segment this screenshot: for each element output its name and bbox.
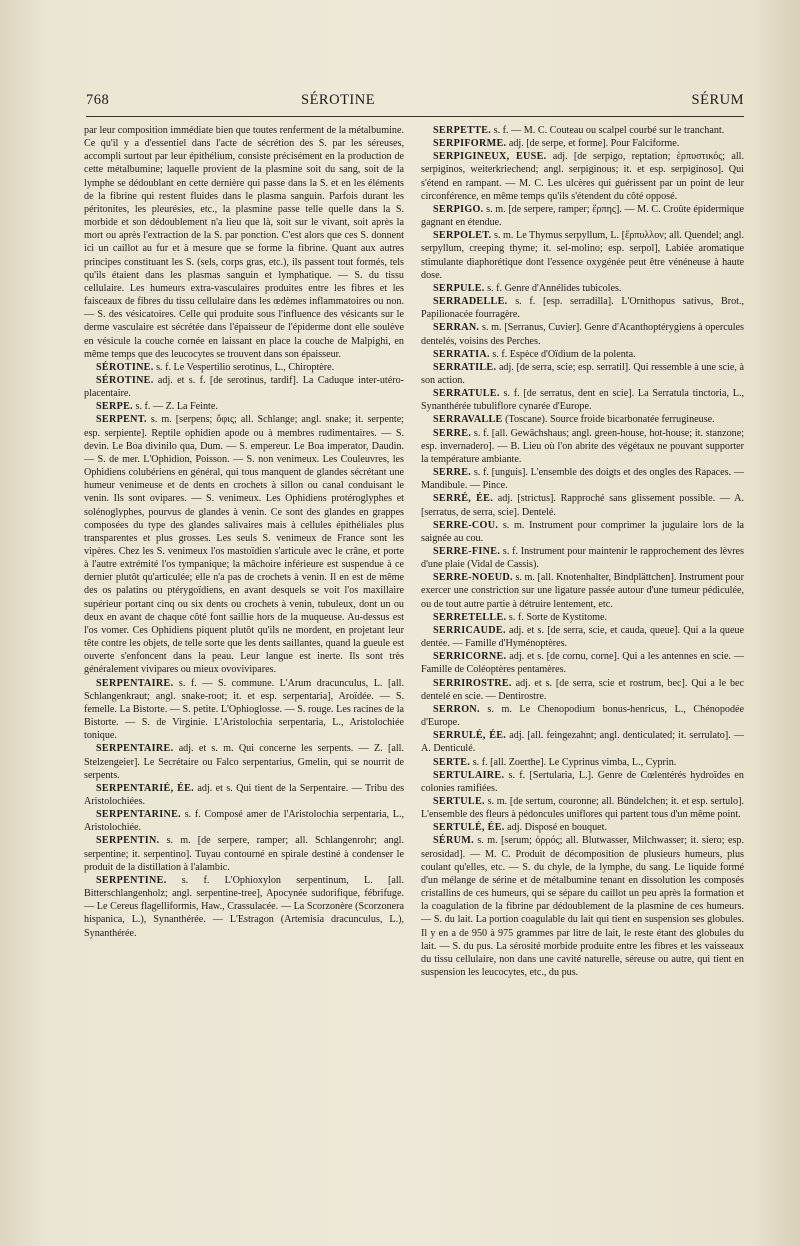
entry-text: s. f. Sorte de Kystitome.	[508, 611, 608, 623]
entry-headword: SERPENTAIRE.	[96, 743, 174, 755]
header-right-title: SÉRUM	[691, 92, 744, 108]
dictionary-entry	[84, 874, 404, 940]
entry-headword: SERPIGO.	[433, 203, 484, 215]
entry-headword: SERPOLET.	[433, 230, 492, 242]
entry-text: s. f. [esp. serradilla]. L'Ornithopus sativus, Brot., Papilionacée fourragère.	[421, 296, 745, 321]
entry-headword: SERRICORNE.	[433, 651, 507, 663]
entry-text: par leur composition immédiate bien que toutes renferment de la métalbumine. Ce qu'il y a d'essentiel dans l'acte de sécrétion des S. par les séreuses, accompli surtout par leur épithélium, consiste précisément en la production de cette métalbumine; laquelle provient de la plasmine soit du sang, soit de la lymphe se dédoublant en cette dernière qui passe dans la S. et en les éléments de la fibrine qui restent fluides dans le plasma sanguin. Parfois durant les péritonites, les pleurésies, etc., la plasmine passe telle quelle dans la S. morbide et son dédoublement n'a lieu que là, soit sur le vivant, soit après la mort ou après l'extraction de la S. par ponction. C'est alors que ces S. donnent ici un caillot au fur et à mesure que se forme la fibrine. Quant aux autres principes constituant les S. (sels, corps gras, etc.), ils passent tout formés, tels qu'ils étaient dans les plasmas sanguin et lymphatique. — S. du tissu cellulaire. Les humeurs extra-vasculaires produites entre les fibres et les faisceaux de fibres du tissu cellulaire dans les œdèmes inflammatoires ou non. — S. des vésicatoires. Celle qui produite sous l'influence des vésicants sur le derme vasculaire est sécrétée dans l'épaisseur de l'épiderme dont elle soulève en vésicule la couche cornée en laissant en place la couche de Malpighi, en même temps que des leucocytes se trouvent dans son épaisseur.	[84, 125, 404, 360]
dictionary-entry	[421, 650, 744, 676]
dictionary-entry	[421, 677, 744, 703]
entry-headword: SERRE-NOEUD.	[433, 572, 513, 584]
entry-headword: SERRÉ, ÉE.	[433, 493, 494, 505]
entry-headword: SERPE.	[96, 401, 133, 413]
entry-text: s. m. Le Chenopodium bonus-henricus, L., Chénopodée d'Europe.	[421, 703, 745, 729]
entry-headword: SERRATILE.	[433, 361, 497, 373]
entry-text: adj. et s. [de serra, scie, et cauda, queue]. Qui a la queue dentée. — Famille d'Hyménoptères.	[421, 624, 744, 650]
entry-text: s. f. [Sertularia, L.]. Genre de Cœlentérés hydroïdes en colonies ramifiées.	[421, 769, 744, 794]
entry-headword: SERRETELLE.	[433, 611, 507, 623]
entry-text: s. m. [de serpere, ramper; ἕρπης]. — M. C. Croûte épidermique gagnant en étendue.	[421, 203, 744, 229]
entry-text: s. m. [de serpere, ramper; all. Schlangenrohr; angl. serpentine; it. serpentino]. Tuyau contourné en spirale destiné à condenser le produit de la distillation à l'alambic.	[84, 835, 404, 873]
entry-text: s. m. [Serranus, Cuvier]. Genre d'Acanthoptérygiens à opercules dentelés, voisins des Perches.	[421, 322, 745, 347]
entry-headword: SERRAVALLE	[433, 414, 503, 426]
dictionary-entry	[84, 413, 404, 676]
dictionary-entry	[421, 137, 744, 150]
entry-headword: SERRULÉ, ÉE.	[433, 730, 507, 742]
dictionary-entry	[421, 729, 744, 755]
entry-headword: SERRE-FINE.	[433, 546, 501, 557]
dictionary-entry	[421, 703, 744, 729]
left-column	[84, 124, 404, 940]
entry-text: adj. [de serpe, et forme]. Pour Falciforme.	[508, 138, 680, 150]
entry-headword: SERRAN.	[433, 322, 480, 334]
entry-headword: SÉROTINE.	[96, 361, 154, 373]
entry-text: s. f. Instrument pour maintenir le rapprochement des lèvres d'une plaie (Vidal de Cassis).	[421, 546, 744, 571]
entry-text: s. f. [unguis]. L'ensemble des doigts et des ongles des Rapaces. — Mandibule. — Pince.	[421, 467, 744, 492]
entry-text: s. f. Espèce d'Oïdium de la polenta.	[492, 348, 636, 360]
entry-text: s. f. — S. commune. L'Arum dracunculus, L. [all. Schlangenkraut; angl. snake-root; it. et esp. serpentaria], Aroïdée. — S. femelle. La Bistorte. — S. petite. L'Ophioglosse. — S. rouge. Les racines de la Bistorte. — S. de Virginie. L'Aristolochia serpentaria, L., Aristolochiée tonique.	[84, 677, 404, 742]
running-header	[86, 92, 744, 114]
entry-headword: SERPIFORME.	[433, 138, 507, 150]
entry-text: s. f. [de serratus, dent en scie]. La Serratula tinctoria, L., Synanthérée tubuliflore cynarée d'Europe.	[421, 388, 745, 413]
entry-headword: SERRICAUDE.	[433, 624, 506, 636]
entry-headword: SERRIROSTRE.	[433, 677, 512, 689]
dictionary-entry	[421, 611, 744, 624]
dictionary-entry	[84, 834, 404, 873]
dictionary-entry	[84, 400, 404, 413]
entry-text: s. f. Le Vespertilio serotinus, L., Chiroptère.	[156, 361, 335, 373]
dictionary-entry	[421, 150, 744, 203]
entry-headword: SERTULE.	[433, 795, 485, 807]
entry-headword: SERPULE.	[433, 282, 485, 294]
entry-text: s. m. [serpens; ὄφις; all. Schlange; angl. snake; it. serpente; esp. serpiente]. Reptile ophidien apode ou à membres rudimentaires. — S. devin. Le Boa divinilo qua, Dum. — S. empereur. Le Boa imperator, Daudin. — S. de mer. L'Ophidion, Poisson. — S. non venimeux. Les Couleuvres, les Ophidiens colubériens en général, qui tous manquent de glandes sécrétant une humeur venimeuse et de dents en crochets à sillon ou canal conduisant le venin. Ils sont ovipares. — S. venimeux. Les Ophidiens protéroglyphes et solénoglyphes, pourvus de glandes à venin. Ce sont des glandes en grappes composées du type des glandes salivaires mais à cellules épithéliales plus transparentes et plus grosses. Les seuls S. venimeux de France sont les vipères. Chez les S. venimeux l'os mastoïdien s'articule avec le crâne, et porte à l'autre extrémité l'os tympanique; la mâchoire inférieure est suspendue à ce dernier plutôt qu'articulée; elle n'a pas de crochets à venin. Il en est de même des os palatins ou ptérygoïdiens, en avant desquels se voit l'os maxillaire supérieur portant cinq ou six dents ou crochets à venin, tubuleux, dont un ou deux en avant de chaque côté font saillie hors de la muqueuse. Au-dessus est l'os vomer. Ces Ophidiens piquent plutôt qu'ils ne mordent, en projetant leur tête contre les objets, de telle sorte que les dents saillantes, quand la gueule est ouverte s'enfoncent dans la peau. Leur langue est inerte. Ils sont très généralement vivipares ou mieux ovovivipares.	[84, 414, 404, 676]
dictionary-entry	[421, 821, 744, 834]
entry-headword: SERPENTARINE.	[96, 809, 182, 821]
entry-text: adj. et s. m. Qui concerne les serpents. — Z. [all. Stelzengeier]. Le Secrétaire ou Falco serpentarius, Gmelin, qui se nourrit de serpents.	[84, 743, 405, 781]
entry-text: s. m. [serum; ὀρρός; all. Blutwasser, Milchwasser; it. siero; esp. serosidad]. — M. C. Produit de décomposition de plusieurs humeurs, plus coulant qu'elles, etc. — S. du chyle, de la lymphe, du sang. Le liquide formé d'un mélange de sérine et de métalbumine tenant en dissolution les composés cristallins de ces humeurs, qui se sépare du caillot un peu après la formation et la coagulation de la fibrine par dédoublement de la plasmine de ces humeurs. — S. du lait. La portion coagulable du lait qui tient en suspension ses globules. Il y en a de 950 à 975 grammes par litre de lait, le reste étant des globules du lait. — S. du pus. La sérosité morbide produite entre les fibres et les vaisseaux du tissu cellulaire, non dans une cavité naturelle, séreuse ou autre, qui tient en suspension les leucocytes, etc., du pus.	[421, 835, 744, 978]
entry-headword: SERPETTE.	[433, 125, 492, 136]
entry-text: (Toscane). Source froide bicarbonatée ferrugineuse.	[505, 414, 715, 426]
entry-text: adj. [de serpigo, reptation; ἑρπυστικός; all. serpiginos, weiterkriechend; angl. serpiginous; it. et esp. serpiginoso]. Qui s'étend en rampant. — M. C. Les ulcères qui guérissent par un point de leur circonférence, en même temps qu'ils s'étendent du côté opposé.	[421, 151, 745, 202]
dictionary-entry	[421, 545, 744, 571]
entry-headword: SÉROTINE.	[96, 374, 154, 386]
entry-text: s. m. Le Thymus serpyllum, L. [ἕρπυλλον; all. Quendel; angl. serpyllum, creeping thyme; it. sel-molino; esp. serpol], Labiée aromatique stimulante diaphorétique dont l'essence oxygénée peut être vénéneuse à haute dose.	[421, 230, 745, 281]
dictionary-entry	[421, 387, 744, 413]
entry-text: s. f. — M. C. Couteau ou scalpel courbé sur le tranchant.	[493, 125, 725, 136]
dictionary-entry	[84, 361, 404, 374]
dictionary-entry	[84, 808, 404, 834]
entry-text: adj. Disposé en bouquet.	[507, 822, 607, 834]
entry-headword: SERRE.	[433, 427, 472, 439]
dictionary-entry	[421, 361, 744, 387]
entry-text: s. f. Composé amer de l'Aristolochia serpentaria, L., Aristolochiée.	[84, 809, 405, 834]
header-left-title: SÉROTINE	[301, 92, 376, 108]
entry-text: s. m. Instrument pour comprimer la jugulaire lors de la saignée au cou.	[421, 519, 745, 544]
dictionary-entry	[421, 519, 744, 545]
entry-text: s. f. [all. Zoerthe]. Le Cyprinus vimba, L., Cyprin.	[472, 756, 677, 768]
entry-headword: SERRON.	[433, 703, 480, 715]
dictionary-entry	[84, 677, 404, 743]
dictionary-entry	[421, 413, 744, 426]
dictionary-entry	[421, 348, 744, 361]
entry-headword: SERRADELLE.	[433, 296, 508, 308]
dictionary-entry	[421, 203, 744, 229]
entry-text: adj. [all. feingezahnt; angl. denticulated; it. serrulato]. — A. Denticulé.	[421, 730, 745, 755]
entry-headword: SERRE.	[433, 467, 472, 479]
dictionary-entry	[84, 742, 404, 781]
dictionary-entry	[421, 427, 744, 466]
entry-text: s. m. [de sertum, couronne; all. Bündelchen; it. et esp. sertulo]. L'ensemble des fleurs à pédoncules uniflores qui partent tous d'un même point.	[421, 795, 744, 821]
dictionary-entry	[421, 124, 744, 137]
entry-text: adj. et s. f. [de serotinus, tardif]. La Caduque inter-utéro-placentaire.	[84, 374, 404, 400]
entry-text: s. m. [all. Knotenhalter, Bindplättchen]. Instrument pour exercer une constriction sur une ligature passée autour d'une tumeur pédiculée, ou de tout autre partie à détruire lentement, etc.	[421, 572, 744, 610]
entry-headword: SERRATULE.	[433, 388, 500, 400]
page-number: 768	[86, 92, 110, 108]
entry-headword: SERPIGINEUX, EUSE.	[433, 151, 547, 163]
entry-headword: SERTULAIRE.	[433, 769, 505, 781]
dictionary-entry	[421, 769, 744, 795]
entry-text: s. f. Genre d'Annélides tubicoles.	[487, 282, 622, 294]
entry-headword: SERPENTAIRE.	[96, 677, 174, 689]
entry-headword: SERPENT.	[96, 414, 147, 426]
dictionary-entry	[421, 624, 744, 650]
entry-text: s. f. L'Ophioxylon serpentinum, L. [all. Bitterschlangenholz; angl. serpentine-tree], Apocynée sudorifique, fébrifuge. — Le Cereus flagelliformis, Haw., Crassulacée. — La Scorzonère (Scorzonera hispanica, L.), Synanthérée. — L'Estragon (Artemisia dracunculus, L.), Synanthérée.	[84, 874, 404, 939]
right-column	[421, 124, 744, 979]
entry-text: adj. et s. [de serra, scie et rostrum, bec]. Qui a le bec dentelé en scie. — Dentirostre.	[421, 677, 745, 702]
dictionary-entry	[421, 295, 744, 321]
entry-headword: SERPENTIN.	[96, 835, 160, 847]
dictionary-entry	[84, 374, 404, 400]
dictionary-entry	[421, 834, 744, 979]
entry-headword: SERTE.	[433, 756, 471, 768]
entry-headword: SERRATIA.	[433, 348, 490, 360]
entry-text: adj. [strictus]. Rapproché sans glissement possible. — A. [serratus, de serra, scie]. Dentelé.	[421, 493, 745, 518]
entry-headword: SERPENTARIÉ, ÉE.	[96, 782, 195, 794]
dictionary-entry	[421, 795, 744, 821]
entry-headword: SERTULÉ, ÉE.	[433, 822, 505, 834]
dictionary-entry	[421, 321, 744, 347]
entry-text: adj. [de serra, scie; esp. serratil]. Qui ressemble à une scie, à son action.	[421, 361, 744, 386]
dictionary-entry	[421, 571, 744, 610]
entry-headword: SERRE-COU.	[433, 519, 499, 531]
dictionary-entry	[421, 466, 744, 492]
dictionary-entry	[84, 124, 404, 361]
dictionary-entry	[84, 782, 404, 808]
entry-text: s. f. [all. Gewächshaus; angl. green-house, hot-house; it. stanzone; esp. invernadero]. — B. Lieu où l'on abrite des végétaux ne pouvant supporter la température ambiante.	[421, 427, 745, 465]
dictionary-entry	[421, 492, 744, 518]
dictionary-entry	[421, 756, 744, 769]
entry-text: s. f. — Z. La Feinte.	[135, 401, 218, 413]
dictionary-entry	[421, 229, 744, 282]
entry-text: adj. et s. Qui tient de la Serpentaire. — Tribu des Aristolochiées.	[84, 782, 405, 807]
entry-text: adj. et s. [de cornu, corne]. Qui a les antennes en scie. — Famille de Coléoptères pentamères.	[421, 651, 744, 676]
entry-headword: SÉRUM.	[433, 835, 474, 847]
entry-headword: SERPENTINE.	[96, 874, 167, 886]
header-rule	[86, 116, 744, 117]
dictionary-entry	[421, 282, 744, 295]
